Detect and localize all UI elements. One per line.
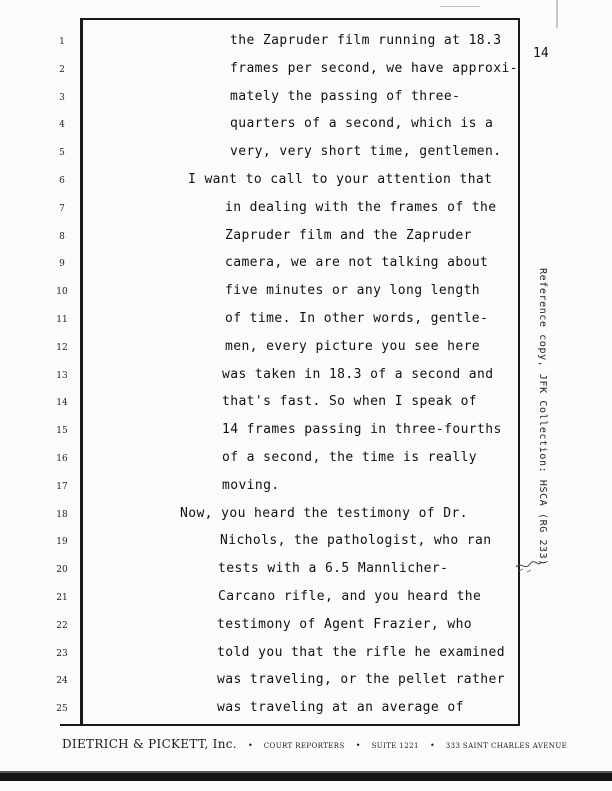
footer-separator: •: [429, 741, 435, 750]
transcript-line: Zapruder film and the Zapruder: [225, 227, 472, 243]
line-number: 3: [59, 92, 65, 103]
transcript-line: tests with a 6.5 Mannlicher-: [218, 561, 449, 577]
scribble-mark: [513, 555, 543, 575]
line-number: 18: [56, 509, 68, 520]
transcript-line: 14 frames passing in three-fourths: [222, 422, 502, 438]
line-number: 23: [56, 648, 68, 659]
transcript-line: in dealing with the frames of the: [225, 199, 497, 215]
line-number: 2: [59, 64, 65, 75]
frame-right-rule: [518, 18, 520, 725]
line-number: 20: [56, 565, 68, 576]
transcript-line: of a second, the time is really: [222, 450, 478, 465]
transcript-line: the Zapruder film running at 18.3: [230, 33, 502, 48]
scan-mark-right: [556, 0, 558, 28]
transcript-line: of time. In other words, gentle-: [225, 311, 489, 326]
transcript-line: men, every picture you see here: [225, 338, 481, 354]
transcript-line: was taken in 18.3 of a second and: [222, 366, 494, 382]
line-number: 22: [56, 620, 68, 631]
transcript-line: very, very short time, gentlemen.: [230, 144, 502, 160]
footer-court-reporters: COURT REPORTERS: [263, 742, 345, 750]
archive-stamp-text: Reference copy, JFK Collection: HSCA (RG 233): [537, 268, 548, 566]
scan-mark: [440, 0, 480, 7]
transcript-line: quarters of a second, which is a: [230, 116, 494, 132]
line-number: 9: [59, 259, 65, 270]
line-number: 25: [56, 704, 68, 715]
line-number: 7: [59, 203, 65, 214]
transcript-line: was traveling, or the pellet rather: [217, 672, 505, 688]
transcript-line: mately the passing of three-: [230, 88, 461, 104]
line-number: 6: [59, 176, 65, 186]
transcript-line: testimony of Agent Frazier, who: [217, 616, 473, 632]
line-number: 21: [56, 593, 68, 603]
line-number: 14: [56, 398, 68, 409]
page-number: 14: [533, 46, 549, 61]
transcript-line: Nichols, the pathologist, who ran: [220, 533, 492, 549]
line-number: 24: [56, 676, 68, 687]
transcript-line: was traveling at an average of: [217, 700, 464, 716]
footer-firm: DIETRICH & PICKETT, Inc.: [62, 737, 237, 751]
transcript-line: moving.: [222, 477, 280, 493]
archive-stamp: [530, 268, 556, 578]
scan-edge-bar: [0, 773, 612, 781]
transcript-line: that's fast. So when I speak of: [222, 394, 478, 410]
footer: [62, 733, 567, 752]
transcript-line: frames per second, we have approxi-: [230, 60, 518, 76]
line-number: 12: [56, 342, 68, 353]
line-number: 17: [56, 481, 68, 492]
line-number: 4: [59, 120, 65, 131]
line-number: 1: [59, 37, 65, 47]
footer-separator: •: [355, 741, 361, 750]
line-number: 5: [59, 148, 65, 159]
line-number: 13: [56, 370, 68, 381]
footer-separator: •: [247, 741, 253, 750]
footer-suite: SUITE 1221: [371, 742, 419, 750]
line-number: 11: [56, 315, 68, 325]
line-number: 8: [59, 231, 65, 242]
transcript-line: Now, you heard the testimony of Dr.: [180, 505, 468, 521]
transcript-line: I want to call to your attention that: [188, 172, 493, 187]
footer-address: 333 SAINT CHARLES AVENUE: [445, 742, 568, 750]
line-number: 16: [56, 454, 68, 464]
transcript-line: Carcano rifle, and you heard the: [218, 589, 482, 604]
frame-bottom-rule: [60, 724, 520, 726]
frame-left-rule: [80, 18, 83, 725]
frame-top-rule: [80, 18, 520, 20]
transcript-line: told you that the rifle he examined: [217, 644, 505, 660]
line-number: 15: [56, 426, 68, 437]
line-number: 19: [56, 537, 68, 548]
transcript-line: camera, we are not talking about: [225, 255, 489, 271]
transcript-line: five minutes or any long length: [225, 283, 481, 299]
line-number: 10: [56, 287, 68, 298]
